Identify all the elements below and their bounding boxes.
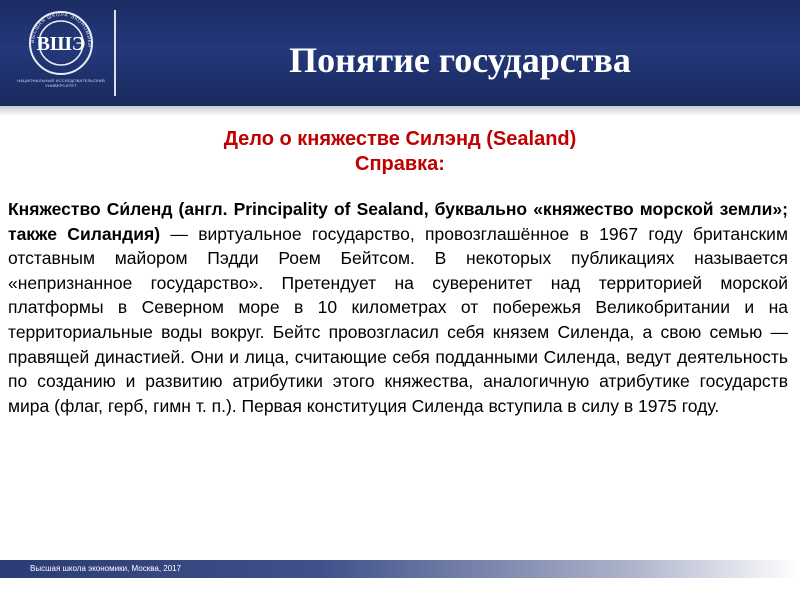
- logo-ring-text: ВЫСШАЯ ШКОЛА ЭКОНОМИКИ: [29, 11, 93, 48]
- header-shadow: [0, 106, 800, 116]
- body-paragraph: [8, 197, 788, 418]
- body-text: — виртуальное государство, провозглашённое в 1967 году британским отставным майором Пэдди Роем Бейтсом. В некоторых публикациях называется «непризнанное государство». Претендует на суверенитет над территорией морской платформы в Северном море в 10 километрах от побережья Великобритании и на территориальные воды вокруг. Бейтс провозгласил себя князем Силенда, а свою семью — правящей династией. Они и лица, считающие себя подданными Силенда, ведут деятельность по созданию и развитию атрибутики этого княжества, аналогичную атрибутике государств мира (флаг, герб, гимн т. п.). Первая конституция Силенда вступила в силу в 1975 году.: [8, 223, 788, 416]
- logo-subtitle: НАЦИОНАЛЬНЫЙ ИССЛЕДОВАТЕЛЬСКИЙ УНИВЕРСИТЕТ: [17, 78, 105, 88]
- body-lead-bold: Княжество Си́ленд (англ. Principality of Sealand, буквально «княжество морской земли»; также Силандия): [8, 199, 788, 244]
- hse-logo: [14, 8, 108, 100]
- hse-emblem-icon: [14, 8, 108, 78]
- logo-letters: ВШЭ: [36, 33, 86, 55]
- slide-title: Понятие государства: [289, 40, 631, 80]
- case-subheading: Справка:: [355, 153, 445, 175]
- header-divider: [114, 10, 116, 96]
- slide-header: [0, 0, 800, 106]
- case-heading: Дело о княжестве Силэнд (Sealand): [223, 128, 577, 150]
- footer-text: Высшая школа экономики, Москва, 2017: [30, 564, 182, 573]
